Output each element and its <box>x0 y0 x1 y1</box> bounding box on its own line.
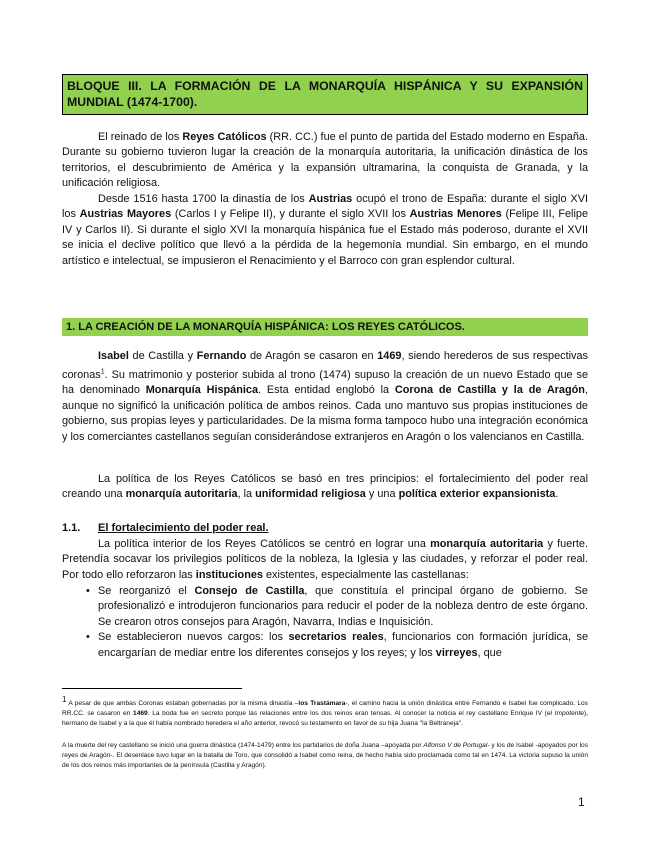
text-run: secretarios reales <box>288 631 384 644</box>
text-run: (Carlos I y Felipe II), y durante el siglo XVII los <box>171 208 410 221</box>
text-run: monarquía autoritaria <box>430 538 544 550</box>
text-run: Austrias Mayores <box>79 208 172 221</box>
text-run: ocupó el trono de España: durante el siglo XVI los <box>62 193 588 221</box>
text-run: . Su matrimonio y posterior subida al trono (1474) supuso la creación de un nuevo Estado que se ha denominado <box>62 369 588 397</box>
text-run: Se establecieron nuevos cargos: los <box>98 631 289 644</box>
text-run: . Esta entidad englobó la <box>258 384 395 397</box>
text-run: A la muerte del rey castellano se inició una guerra dinástica (1474-1479) entre los partidarios de doña Juana –apoyada por <box>62 742 424 749</box>
text-run: A pesar de que ambas Coronas estaban gobernadas por la misma dinastía – <box>66 700 299 708</box>
text-run: Se reorganizó el <box>98 585 195 597</box>
footnote-separator <box>62 688 242 689</box>
text-run: . La boda fue en secreto porque las relaciones entre los dos reinos eran tensas. Al conocer la noticia el rey castellano Enrique IV ( <box>147 710 547 718</box>
text-run: 1469 <box>377 350 402 362</box>
text-run: Consejo de Castilla <box>194 585 305 597</box>
text-run: Corona de Castilla y la de Aragón <box>394 384 585 397</box>
footnote-paragraph-1 <box>62 695 588 729</box>
text-run: -, el camino hacia la unión dinástica entre Fernando e Isabel fue complicado. Los RR.CC. se casaron en <box>62 700 588 718</box>
text-run: 1469 <box>133 710 148 718</box>
text-run: monarquía autoritaria <box>125 488 238 501</box>
institutions-list <box>62 584 588 661</box>
text-run: Austrias <box>308 193 353 205</box>
text-run: virreyes <box>435 646 478 659</box>
section-title: 1. LA CREACIÓN DE LA MONARQUÍA HISPÁNICA: LOS REYES CATÓLICOS. <box>66 321 465 333</box>
text-run: Isabel <box>98 350 129 362</box>
text-run: . <box>555 488 559 501</box>
footnote-mark: 1 <box>62 695 67 704</box>
text-run: Desde 1516 hasta 1700 la dinastía de los <box>98 193 309 205</box>
text-run: y una <box>365 488 399 501</box>
footnote-ref: 1 <box>100 368 105 376</box>
text-run: uniformidad religiosa <box>255 488 366 501</box>
block-title-banner <box>62 74 588 115</box>
text-run: el Impotente <box>546 710 584 718</box>
text-run: Austrias Menores <box>409 208 502 221</box>
text-run: , aunque no significó la unificación política de ambos reinos. Cada uno mantuvo sus propias instituciones de gobierno, sus propias leyes y particularidades. De la misma forma tampoco hubo una integración económica y los comerciantes castellanos seguían considerándose extranjeros en Aragón o los valencianos en Castilla. <box>62 384 588 443</box>
page-number: 1 <box>578 795 585 809</box>
section-paragraph-1 <box>62 349 588 445</box>
text-run: , que <box>477 646 502 659</box>
text-run: ), hermano de Isabel y a la que él había nombrado heredera el año anterior, revocó su testamento en favor de su hija Juana "la Beltraneja". <box>62 710 589 728</box>
block-title: BLOQUE III. LA FORMACIÓN DE LA MONARQUÍA HISPÁNICA Y SU EXPANSIÓN MUNDIAL (1474-1700). <box>67 79 583 109</box>
text-run: - y los de Isabel -apoyados por los reyes de Aragón-. El desenlace tuvo lugar en la batalla de Toro, que consolidó a Isabel como reina, de hecho había sido proclamada como tal en 1474. La victoria supuso la unión de los dos reinos más importantes de la península (Castilla y Aragón). <box>62 742 588 769</box>
subsection-paragraph-1 <box>62 537 588 583</box>
subsection-heading <box>62 521 269 536</box>
text-run: El reinado de los <box>98 131 183 143</box>
text-run: instituciones <box>195 568 263 581</box>
text-run: existentes, especialmente las castellanas: <box>262 568 469 581</box>
text-run: (Felipe III, Felipe IV y Carlos II). Si durante el siglo XVI la monarquía hispánica fue el Estado más poderoso, durante el XVII se inicia el declive político que llevó a la pérdida de la hegemonía mundial. Sin embargo, en el mundo artístico e intelectual, se impusieron el Renacimiento y el Barroco con gran esplendor cultural. <box>62 208 589 267</box>
footnote-paragraph-2 <box>62 741 588 771</box>
text-run: Fernando <box>196 350 247 362</box>
text-run: , siendo herederos de sus respectivas coronas <box>62 350 588 382</box>
list-item: • Se reorganizó el Consejo de Castilla, que constituía el principal órgano de gobierno. Se profesionalizó e introdujeron funcionarios para reducir el poder de la nobleza dentro de este órgano. Se crearon otros consejos para Aragón, Navarra, Indias e Inquisición. <box>86 585 588 628</box>
text-run: , la <box>237 488 256 501</box>
text-run: y fuerte. Pretendía socavar los privilegios políticos de la nobleza, la Iglesia y las ciudades, y reforzar el poder real. Por todo ello reforzaron las <box>62 538 589 581</box>
text-run: , funcionarios con formación jurídica, se encargarían de mediar entre los diferentes consejos y los reyes; y los <box>98 631 589 659</box>
subsection-title: El fortalecimiento del poder real. <box>98 522 269 534</box>
list-item: • Se establecieron nuevos cargos: los secretarios reales, funcionarios con formación jurídica, se encargarían de mediar entre los diferentes consejos y los reyes; y los virreyes, que <box>86 631 589 659</box>
text-run: los Trastámara <box>298 700 346 708</box>
text-run: Reyes Católicos <box>182 131 267 143</box>
subsection-number: 1.1. <box>62 522 81 534</box>
text-run: política exterior expansionista <box>398 488 556 501</box>
text-run: Alfonso V de Portugal <box>423 742 488 749</box>
text-run: La política de los Reyes Católicos se basó en tres principios: el fortalecimiento del poder real creando una <box>62 473 588 501</box>
text-run: , que constituía el principal órgano de gobierno. Se profesionalizó e introdujeron funcionarios para reducir el poder de la nobleza dentro de este órgano. Se crearon otros consejos para Aragón, Navarra, Indias e Inquisición. <box>98 585 588 628</box>
text-run: de Castilla y <box>128 350 197 362</box>
intro-paragraph-1 <box>62 130 588 192</box>
section-title-bar <box>62 318 588 336</box>
intro-paragraph-2 <box>62 192 588 269</box>
text-run: La política interior de los Reyes Católicos se centró en lograr una <box>98 538 431 550</box>
text-run: (RR. CC.) fue el punto de partida del Estado moderno en España. Durante su gobierno tuvieron lugar la creación de la monarquía autoritaria, la unificación dinástica de los territorios, el descubrimiento de América y la expansión ultramarina, la conquista de Granada, y la unificación religiosa. <box>62 131 588 190</box>
text-run: Monarquía Hispánica <box>145 384 259 397</box>
text-run: de Aragón se casaron en <box>246 350 378 362</box>
section-paragraph-2 <box>62 472 588 503</box>
